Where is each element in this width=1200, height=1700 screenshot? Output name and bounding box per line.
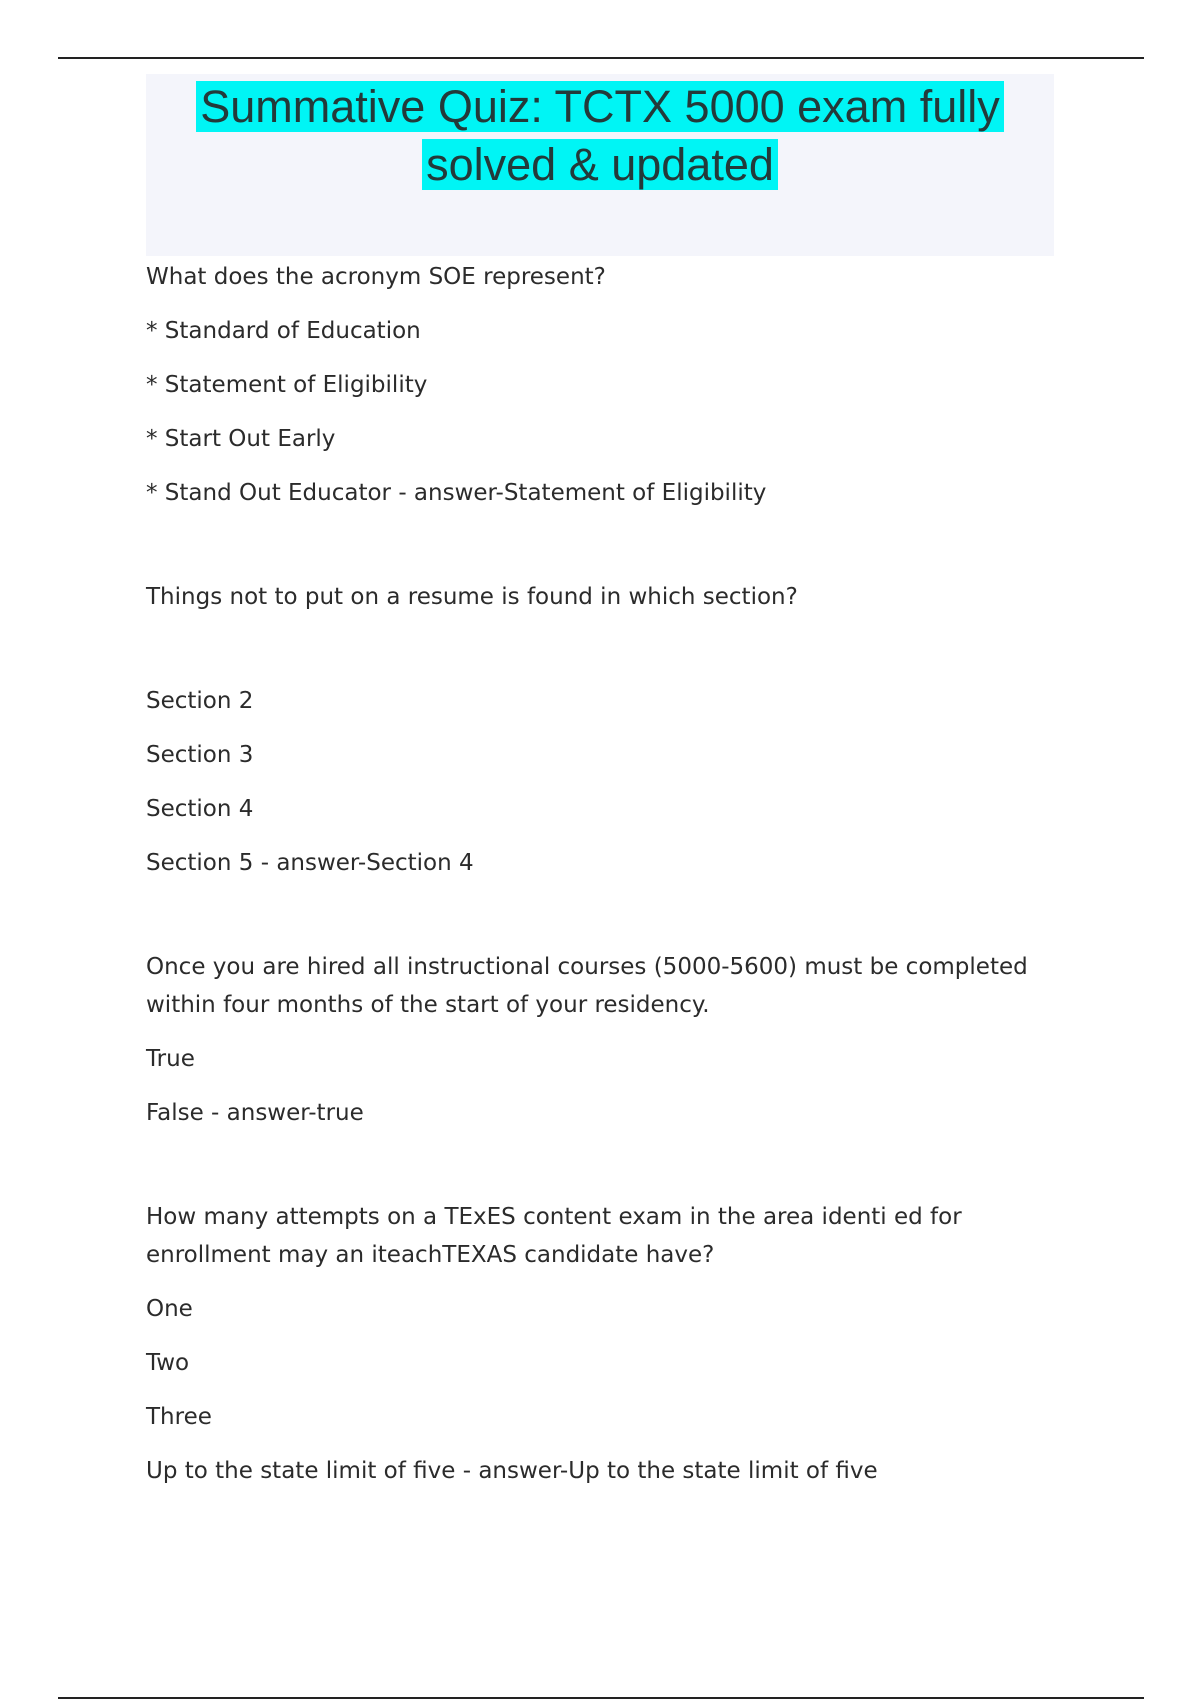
question-text-line-1: Once you are hired all instructional courses (5000-5600) must be completed [146,954,1028,980]
answer-option: * Start Out Early [146,426,336,452]
answer-option: Section 2 [146,688,254,714]
answer-option: Section 5 - answer-Section 4 [146,850,474,876]
bottom-rule [58,1697,1144,1699]
answer-option: * Stand Out Educator - answer-Statement of Eligibility [146,480,767,506]
title-line-2: solved & updated [146,136,1054,194]
answer-option: * Statement of Eligibility [146,372,428,398]
answer-option: One [146,1296,193,1322]
title-banner [146,74,1054,256]
question-text: What does the acronym SOE represent? [146,264,606,290]
question-block-3 [146,948,1046,1132]
question-block-4 [146,1198,1046,1490]
question-text: Things not to put on a resume is found in which section? [146,584,798,610]
answer-option: Section 4 [146,796,254,822]
answer-option: Three [146,1404,212,1430]
question-text-line-2: enrollment may an iteachTEXAS candidate have? [146,1242,715,1268]
answer-option: Section 3 [146,742,254,768]
answer-option: False - answer-true [146,1100,364,1126]
question-block-2 [146,578,1046,882]
top-rule [58,57,1144,59]
quiz-content [146,258,1046,1490]
question-block-1 [146,258,1046,512]
answer-option: * Standard of Education [146,318,421,344]
question-text-line-2: within four months of the start of your residency. [146,992,710,1018]
question-text-line-1: How many attempts on a TExES content exam in the area identi ed for [146,1204,962,1230]
title-line-1: Summative Quiz: TCTX 5000 exam fully [146,78,1054,136]
answer-option: Up to the state limit of five - answer-Up to the state limit of five [146,1458,878,1484]
answer-option: True [146,1046,195,1072]
answer-option: Two [146,1350,190,1376]
